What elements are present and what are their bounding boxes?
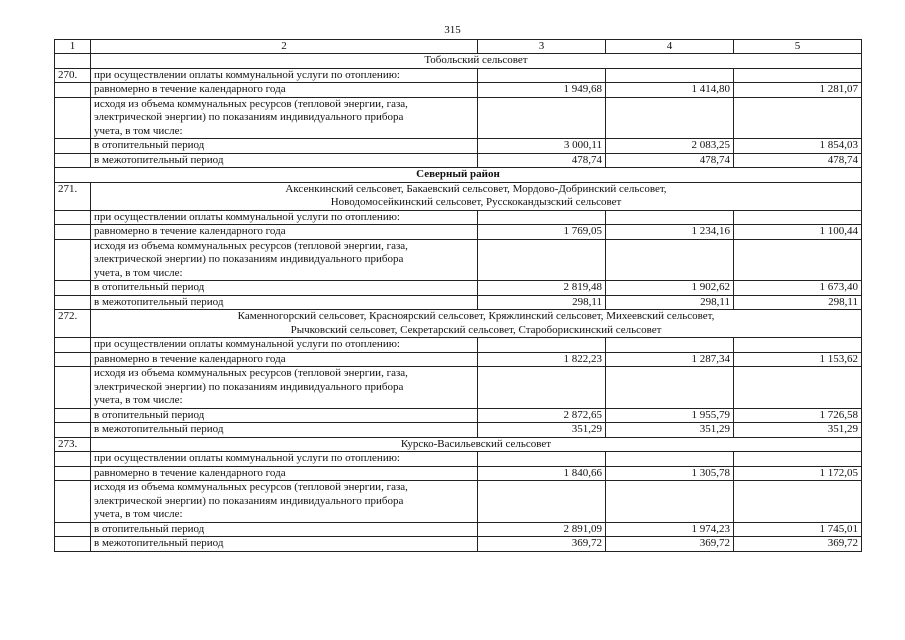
column-header: 2 bbox=[91, 40, 478, 54]
heating-value: 1 854,03 bbox=[734, 139, 862, 154]
empty-cell bbox=[55, 352, 91, 367]
empty-cell bbox=[478, 97, 606, 139]
entry-number: 273. bbox=[55, 437, 91, 452]
uniform-value: 1 822,23 bbox=[478, 352, 606, 367]
offseason-value: 478,74 bbox=[734, 153, 862, 168]
consumption-line: электрической энергии) по показаниям индивидуального прибора bbox=[94, 494, 404, 507]
heating-row bbox=[55, 281, 862, 296]
heating-row bbox=[55, 139, 862, 154]
consumption-label bbox=[91, 367, 478, 409]
consumption-label bbox=[91, 239, 478, 281]
empty-cell bbox=[478, 452, 606, 467]
offseason-value: 351,29 bbox=[478, 423, 606, 438]
section-row bbox=[55, 168, 862, 183]
heating-value: 2 819,48 bbox=[478, 281, 606, 296]
empty-cell bbox=[55, 537, 91, 552]
heating-value: 1 902,62 bbox=[606, 281, 734, 296]
uniform-value: 1 100,44 bbox=[734, 225, 862, 240]
empty-cell bbox=[606, 68, 734, 83]
heating-row bbox=[55, 408, 862, 423]
offseason-row bbox=[55, 153, 862, 168]
consumption-line: исходя из объема коммунальных ресурсов (тепловой энергии, газа, bbox=[94, 239, 408, 252]
consumption-row bbox=[55, 481, 862, 523]
consumption-label bbox=[91, 481, 478, 523]
empty-cell bbox=[734, 367, 862, 409]
uniform-label: равномерно в течение календарного года bbox=[91, 352, 478, 367]
empty-cell bbox=[55, 522, 91, 537]
heating-label: в отопительный период bbox=[91, 281, 478, 296]
entry-number: 271. bbox=[55, 182, 91, 210]
uniform-value: 1 234,16 bbox=[606, 225, 734, 240]
entry-title bbox=[91, 437, 862, 452]
intro-label: при осуществлении оплаты коммунальной услуги по отоплению: bbox=[91, 452, 478, 467]
entry-title-row bbox=[55, 310, 862, 338]
heating-value: 1 673,40 bbox=[734, 281, 862, 296]
uniform-row bbox=[55, 466, 862, 481]
empty-cell bbox=[734, 68, 862, 83]
consumption-line: исходя из объема коммунальных ресурсов (тепловой энергии, газа, bbox=[94, 481, 408, 493]
empty-cell bbox=[734, 338, 862, 353]
consumption-line: учета, в том числе: bbox=[94, 394, 183, 406]
empty-cell bbox=[55, 139, 91, 154]
offseason-value: 298,11 bbox=[478, 295, 606, 310]
consumption-row bbox=[55, 367, 862, 409]
empty-cell bbox=[55, 225, 91, 240]
entry-title-line: Курско-Васильевский сельсовет bbox=[400, 437, 552, 450]
uniform-value: 1 414,80 bbox=[606, 83, 734, 98]
heating-value: 2 872,65 bbox=[478, 408, 606, 423]
column-header: 1 bbox=[55, 40, 91, 54]
consumption-line: учета, в том числе: bbox=[94, 124, 183, 137]
entry-title-line: Новодомосейкинский сельсовет, Русскокандызский сельсовет bbox=[330, 196, 622, 208]
offseason-value: 478,74 bbox=[606, 153, 734, 168]
offseason-value: 478,74 bbox=[478, 153, 606, 168]
empty-cell bbox=[478, 210, 606, 225]
empty-cell bbox=[55, 239, 91, 281]
uniform-row bbox=[55, 83, 862, 98]
intro-row bbox=[55, 452, 862, 467]
entry-title bbox=[91, 310, 862, 338]
empty-cell bbox=[478, 481, 606, 523]
consumption-line: исходя из объема коммунальных ресурсов (тепловой энергии, газа, bbox=[94, 367, 408, 379]
offseason-value: 351,29 bbox=[606, 423, 734, 438]
uniform-value: 1 305,78 bbox=[606, 466, 734, 481]
intro-label: при осуществлении оплаты коммунальной услуги по отоплению: bbox=[91, 210, 478, 225]
offseason-value: 369,72 bbox=[606, 537, 734, 552]
empty-cell bbox=[478, 239, 606, 281]
intro-row bbox=[55, 338, 862, 353]
page-number: 315 bbox=[444, 24, 461, 36]
uniform-value: 1 287,34 bbox=[606, 352, 734, 367]
empty-cell bbox=[606, 239, 734, 281]
consumption-line: учета, в том числе: bbox=[94, 266, 183, 279]
uniform-value: 1 153,62 bbox=[734, 352, 862, 367]
offseason-label: в межотопительный период bbox=[91, 537, 478, 552]
heating-value: 1 974,23 bbox=[606, 522, 734, 537]
offseason-value: 351,29 bbox=[734, 423, 862, 438]
empty-cell bbox=[606, 481, 734, 523]
empty-cell bbox=[55, 97, 91, 139]
empty-cell bbox=[55, 83, 91, 98]
empty-cell bbox=[606, 338, 734, 353]
uniform-label: равномерно в течение календарного года bbox=[91, 83, 478, 98]
empty-cell bbox=[55, 466, 91, 481]
entry-title-line: Рычковский сельсовет, Секретарский сельсовет, Староборискинский сельсовет bbox=[290, 323, 662, 336]
offseason-row bbox=[55, 423, 862, 438]
uniform-value: 1 949,68 bbox=[478, 83, 606, 98]
heating-label: в отопительный период bbox=[91, 522, 478, 537]
uniform-value: 1 281,07 bbox=[734, 83, 862, 98]
empty-cell bbox=[55, 281, 91, 296]
intro-row bbox=[55, 68, 862, 83]
empty-cell bbox=[55, 153, 91, 168]
heating-value: 1 726,58 bbox=[734, 408, 862, 423]
offseason-value: 369,72 bbox=[734, 537, 862, 552]
entry-title-line: Аксенкинский сельсовет, Бакаевский сельсовет, Мордово-Добринский сельсовет, bbox=[285, 182, 667, 195]
uniform-value: 1 172,05 bbox=[734, 466, 862, 481]
consumption-row bbox=[55, 97, 862, 139]
column-header: 4 bbox=[606, 40, 734, 54]
heating-label: в отопительный период bbox=[91, 408, 478, 423]
uniform-label: равномерно в течение календарного года bbox=[91, 225, 478, 240]
empty-cell bbox=[55, 367, 91, 409]
empty-cell bbox=[55, 54, 91, 69]
entry-title-row bbox=[55, 437, 862, 452]
empty-cell bbox=[55, 423, 91, 438]
empty-cell bbox=[478, 68, 606, 83]
empty-cell bbox=[734, 452, 862, 467]
heating-row bbox=[55, 522, 862, 537]
offseason-value: 369,72 bbox=[478, 537, 606, 552]
heating-value: 1 955,79 bbox=[606, 408, 734, 423]
entry-title-row bbox=[55, 182, 862, 210]
intro-label: при осуществлении оплаты коммунальной услуги по отоплению: bbox=[91, 338, 478, 353]
empty-cell bbox=[55, 338, 91, 353]
consumption-line: исходя из объема коммунальных ресурсов (тепловой энергии, газа, bbox=[94, 97, 408, 110]
region-title: Тобольский сельсовет bbox=[91, 54, 862, 69]
column-header: 3 bbox=[478, 40, 606, 54]
heating-value: 2 891,09 bbox=[478, 522, 606, 537]
consumption-label bbox=[91, 97, 478, 139]
section-title: Северный район bbox=[55, 168, 862, 183]
entry-title-line: Каменногорский сельсовет, Красноярский сельсовет, Кряжлинский сельсовет, Михеевский сельсовет, bbox=[237, 310, 715, 322]
uniform-row bbox=[55, 225, 862, 240]
column-header: 5 bbox=[734, 40, 862, 54]
entry-number: 272. bbox=[55, 310, 91, 338]
empty-cell bbox=[606, 367, 734, 409]
empty-cell bbox=[478, 338, 606, 353]
empty-cell bbox=[55, 481, 91, 523]
heating-value: 1 745,01 bbox=[734, 522, 862, 537]
offseason-label: в межотопительный период bbox=[91, 153, 478, 168]
table-body bbox=[55, 40, 862, 552]
intro-label: при осуществлении оплаты коммунальной услуги по отоплению: bbox=[91, 68, 478, 83]
empty-cell bbox=[734, 210, 862, 225]
empty-cell bbox=[478, 367, 606, 409]
offseason-value: 298,11 bbox=[606, 295, 734, 310]
uniform-row bbox=[55, 352, 862, 367]
empty-cell bbox=[734, 97, 862, 139]
tariff-table bbox=[54, 39, 862, 552]
empty-cell bbox=[55, 295, 91, 310]
offseason-label: в межотопительный период bbox=[91, 423, 478, 438]
empty-cell bbox=[606, 210, 734, 225]
offseason-row bbox=[55, 295, 862, 310]
uniform-value: 1 840,66 bbox=[478, 466, 606, 481]
entry-number: 270. bbox=[55, 68, 91, 83]
empty-cell bbox=[606, 97, 734, 139]
heating-value: 3 000,11 bbox=[478, 139, 606, 154]
heating-value: 2 083,25 bbox=[606, 139, 734, 154]
entry-title bbox=[91, 182, 862, 210]
offseason-label: в межотопительный период bbox=[91, 295, 478, 310]
consumption-line: электрической энергии) по показаниям индивидуального прибора bbox=[94, 111, 404, 123]
offseason-row bbox=[55, 537, 862, 552]
uniform-label: равномерно в течение календарного года bbox=[91, 466, 478, 481]
region-row bbox=[55, 54, 862, 69]
empty-cell bbox=[734, 239, 862, 281]
empty-cell bbox=[606, 452, 734, 467]
consumption-row bbox=[55, 239, 862, 281]
consumption-line: учета, в том числе: bbox=[94, 508, 183, 520]
empty-cell bbox=[55, 452, 91, 467]
uniform-value: 1 769,05 bbox=[478, 225, 606, 240]
heating-label: в отопительный период bbox=[91, 139, 478, 154]
intro-row bbox=[55, 210, 862, 225]
column-header-row bbox=[55, 40, 862, 54]
offseason-value: 298,11 bbox=[734, 295, 862, 310]
empty-cell bbox=[734, 481, 862, 523]
consumption-line: электрической энергии) по показаниям индивидуального прибора bbox=[94, 380, 404, 393]
empty-cell bbox=[55, 210, 91, 225]
consumption-line: электрической энергии) по показаниям индивидуального прибора bbox=[94, 253, 404, 265]
empty-cell bbox=[55, 408, 91, 423]
